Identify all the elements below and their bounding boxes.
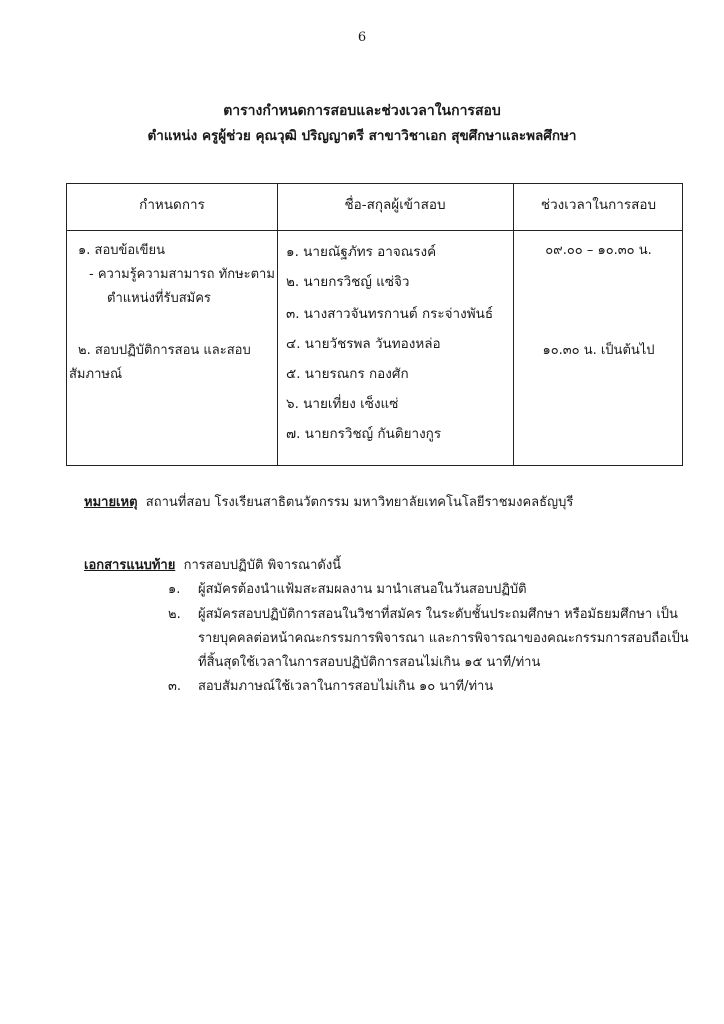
attachment-label: เอกสารแนบท้าย bbox=[84, 558, 176, 573]
schedule-item-practical-cont: สัมภาษณ์ bbox=[69, 367, 123, 382]
time-written: ๐๙.๐๐ – ๑๐.๓๐ น. bbox=[545, 243, 652, 258]
schedule-item-written: ๑. สอบข้อเขียน bbox=[78, 243, 166, 258]
schedule-item-written-sub: - ความรู้ความสามารถ ทักษะตาม bbox=[89, 267, 275, 282]
time-practical: ๑๐.๓๐ น. เป็นต้นไป bbox=[542, 343, 655, 358]
remark bbox=[84, 491, 573, 512]
attachment-item-number: ๓. bbox=[168, 679, 182, 694]
header-candidate-name: ชื่อ-สกุลผู้เข้าสอบ bbox=[344, 197, 446, 213]
attachment-intro: การสอบปฏิบัติ พิจารณาดังนี้ bbox=[183, 558, 342, 573]
remark-label: หมายเหตุ bbox=[84, 495, 138, 510]
schedule-table bbox=[66, 183, 683, 466]
candidate-name: ๗. นายกรวิชญ์ กันติยางกูร bbox=[286, 426, 442, 442]
document-title: ตารางกำหนดการสอบและช่วงเวลาในการสอบ bbox=[223, 103, 501, 119]
candidate-name: ๖. นายเที่ยง เซ็งแซ่ bbox=[286, 396, 399, 412]
document-subtitle: ตำแหน่ง ครูผู้ช่วย คุณวุฒิ ปริญญาตรี สาขาวิชาเอก สุขศึกษาและพลศึกษา bbox=[147, 128, 577, 144]
candidate-name: ๕. นายรณกร กองศัก bbox=[286, 366, 409, 382]
attachment-item-text: รายบุคคลต่อหน้าคณะกรรมการพิจารณา และการพิจารณาของคณะกรรมการสอบถือเป็น bbox=[198, 631, 689, 646]
candidate-name: ๔. นายวัชรพล วันทองหล่อ bbox=[286, 336, 441, 352]
schedule-item-practical: ๒. สอบปฏิบัติการสอน และสอบ bbox=[78, 343, 251, 358]
attachment-item-text: ผู้สมัครต้องนำแฟ้มสะสมผลงาน มานำเสนอในวันสอบปฏิบัติ bbox=[198, 582, 527, 597]
column-divider bbox=[277, 184, 278, 465]
attachment-item-number: ๑. bbox=[168, 582, 181, 597]
header-divider bbox=[67, 230, 682, 231]
candidate-name: ๑. นายณัฐภัทร อาจณรงค์ bbox=[286, 244, 437, 260]
column-divider bbox=[513, 184, 514, 465]
schedule-item-written-sub-cont: ตำแหน่งที่รับสมัคร bbox=[107, 291, 211, 306]
remark-text: สถานที่สอบ โรงเรียนสาธิตนวัตกรรม มหาวิทยาลัยเทคโนโลยีราชมงคลธัญบุรี bbox=[145, 495, 574, 510]
attachment-item-text: ผู้สมัครสอบปฏิบัติการสอนในวิชาที่สมัคร ในระดับชั้นประถมศึกษา หรือมัธยมศึกษา เป็น bbox=[198, 607, 678, 622]
header-exam-time: ช่วงเวลาในการสอบ bbox=[540, 197, 657, 213]
page-number: 6 bbox=[357, 30, 367, 45]
candidate-name: ๒. นายกรวิชญ์ แซ่จิว bbox=[286, 274, 410, 290]
attachment-heading bbox=[84, 554, 341, 575]
candidate-name: ๓. นางสาวจันทรกานต์ กระจ่างพันธ์ bbox=[286, 306, 494, 322]
attachment-item-text: ที่สิ้นสุดใช้เวลาในการสอบปฏิบัติการสอนไม่เกิน ๑๕ นาที/ท่าน bbox=[198, 655, 541, 670]
attachment-item-text: สอบสัมภาษณ์ใช้เวลาในการสอบไม่เกิน ๑๐ นาที/ท่าน bbox=[198, 679, 494, 694]
attachment-item-number: ๒. bbox=[168, 607, 181, 622]
header-schedule: กำหนดการ bbox=[139, 197, 205, 213]
